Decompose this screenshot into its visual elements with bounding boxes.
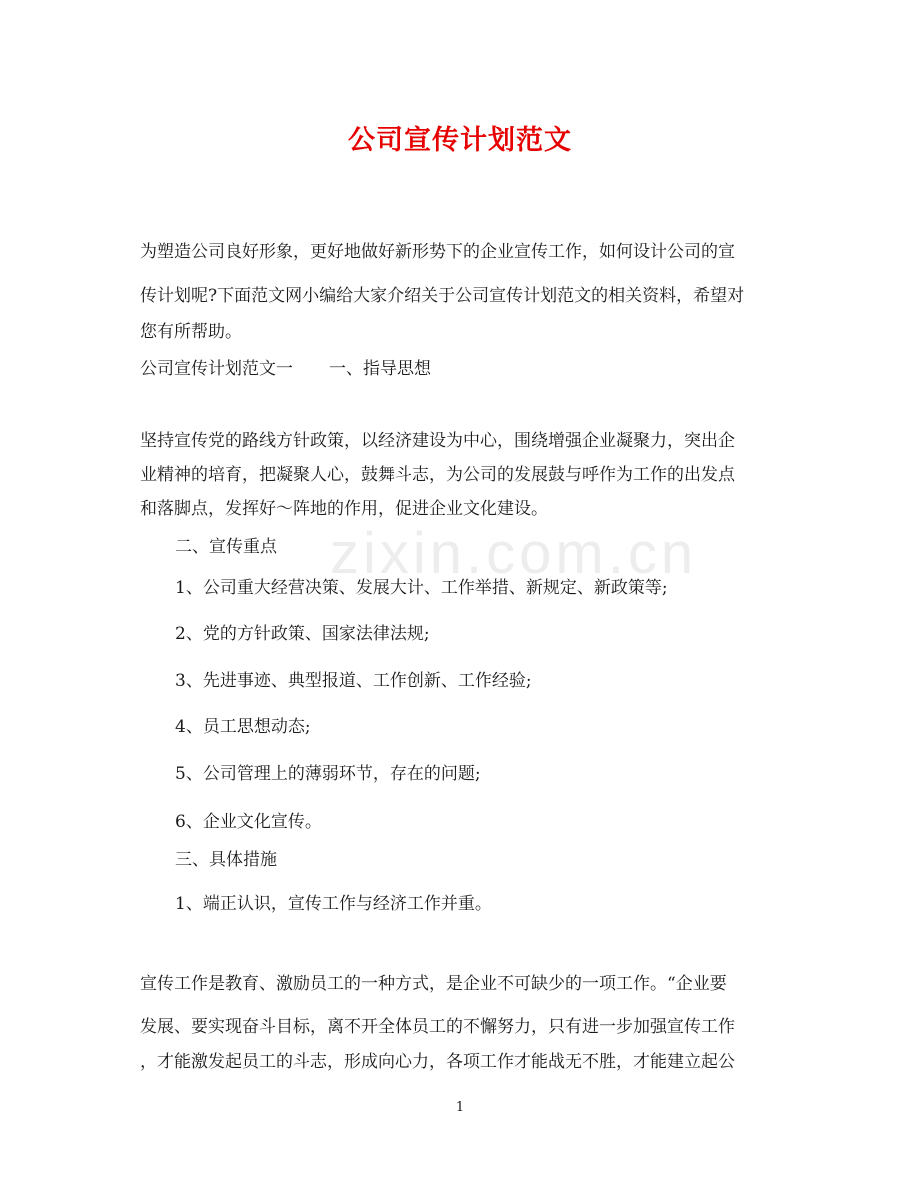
page-number: 1 — [455, 1100, 465, 1115]
guiding-line-2: 业精神的培育，把凝聚人心，鼓舞斗志，为公司的发展鼓与呼作为工作的出发点 — [140, 465, 735, 485]
intro-line-2: 传计划呢?下面范文网小编给大家介绍关于公司宣传计划范文的相关资料，希望对 — [140, 286, 745, 306]
closing-line-3: ，才能激发起员工的斗志，形成向心力，各项工作才能战无不胜，才能建立起公 — [140, 1052, 735, 1072]
intro-line-1: 为塑造公司良好形象，更好地做好新形势下的企业宣传工作，如何设计公司的宣 — [140, 242, 735, 262]
intro-line-3: 您有所帮助。 — [140, 322, 242, 342]
closing-line-1: 宣传工作是教育、激励员工的一种方式，是企业不可缺少的一项工作。“企业要 — [140, 974, 727, 994]
focus-item: 1、公司重大经营决策、发展大计、工作举措、新规定、新政策等; — [175, 578, 668, 598]
watermark: zixin.com.cn — [330, 521, 698, 586]
focus-item: 2、党的方针政策、国家法律法规; — [175, 624, 430, 644]
document-title: 公司宣传计划范文 — [348, 125, 572, 156]
section1-heading: 一、指导思想 — [329, 359, 431, 379]
focus-item: 6、企业文化宣传。 — [175, 812, 322, 832]
focus-item: 3、先进事迹、典型报道、工作创新、工作经验; — [175, 671, 532, 691]
section3-heading: 三、具体措施 — [175, 850, 277, 870]
section1-line — [140, 357, 431, 381]
focus-item: 4、员工思想动态; — [175, 717, 311, 737]
closing-line-2: 发展、要实现奋斗目标，离不开全体员工的不懈努力，只有进一步加强宣传工作 — [140, 1017, 735, 1037]
measure-item: 1、端正认识，宣传工作与经济工作并重。 — [175, 894, 492, 914]
focus-item: 5、公司管理上的薄弱环节，存在的问题; — [175, 764, 481, 784]
guiding-line-1: 坚持宣传党的路线方针政策，以经济建设为中心，围绕增强企业凝聚力，突出企 — [140, 431, 735, 451]
section1-prefix: 公司宣传计划范文一 — [140, 359, 293, 379]
section2-heading: 二、宣传重点 — [175, 537, 277, 557]
guiding-line-3: 和落脚点，发挥好～阵地的作用，促进企业文化建设。 — [140, 499, 548, 519]
